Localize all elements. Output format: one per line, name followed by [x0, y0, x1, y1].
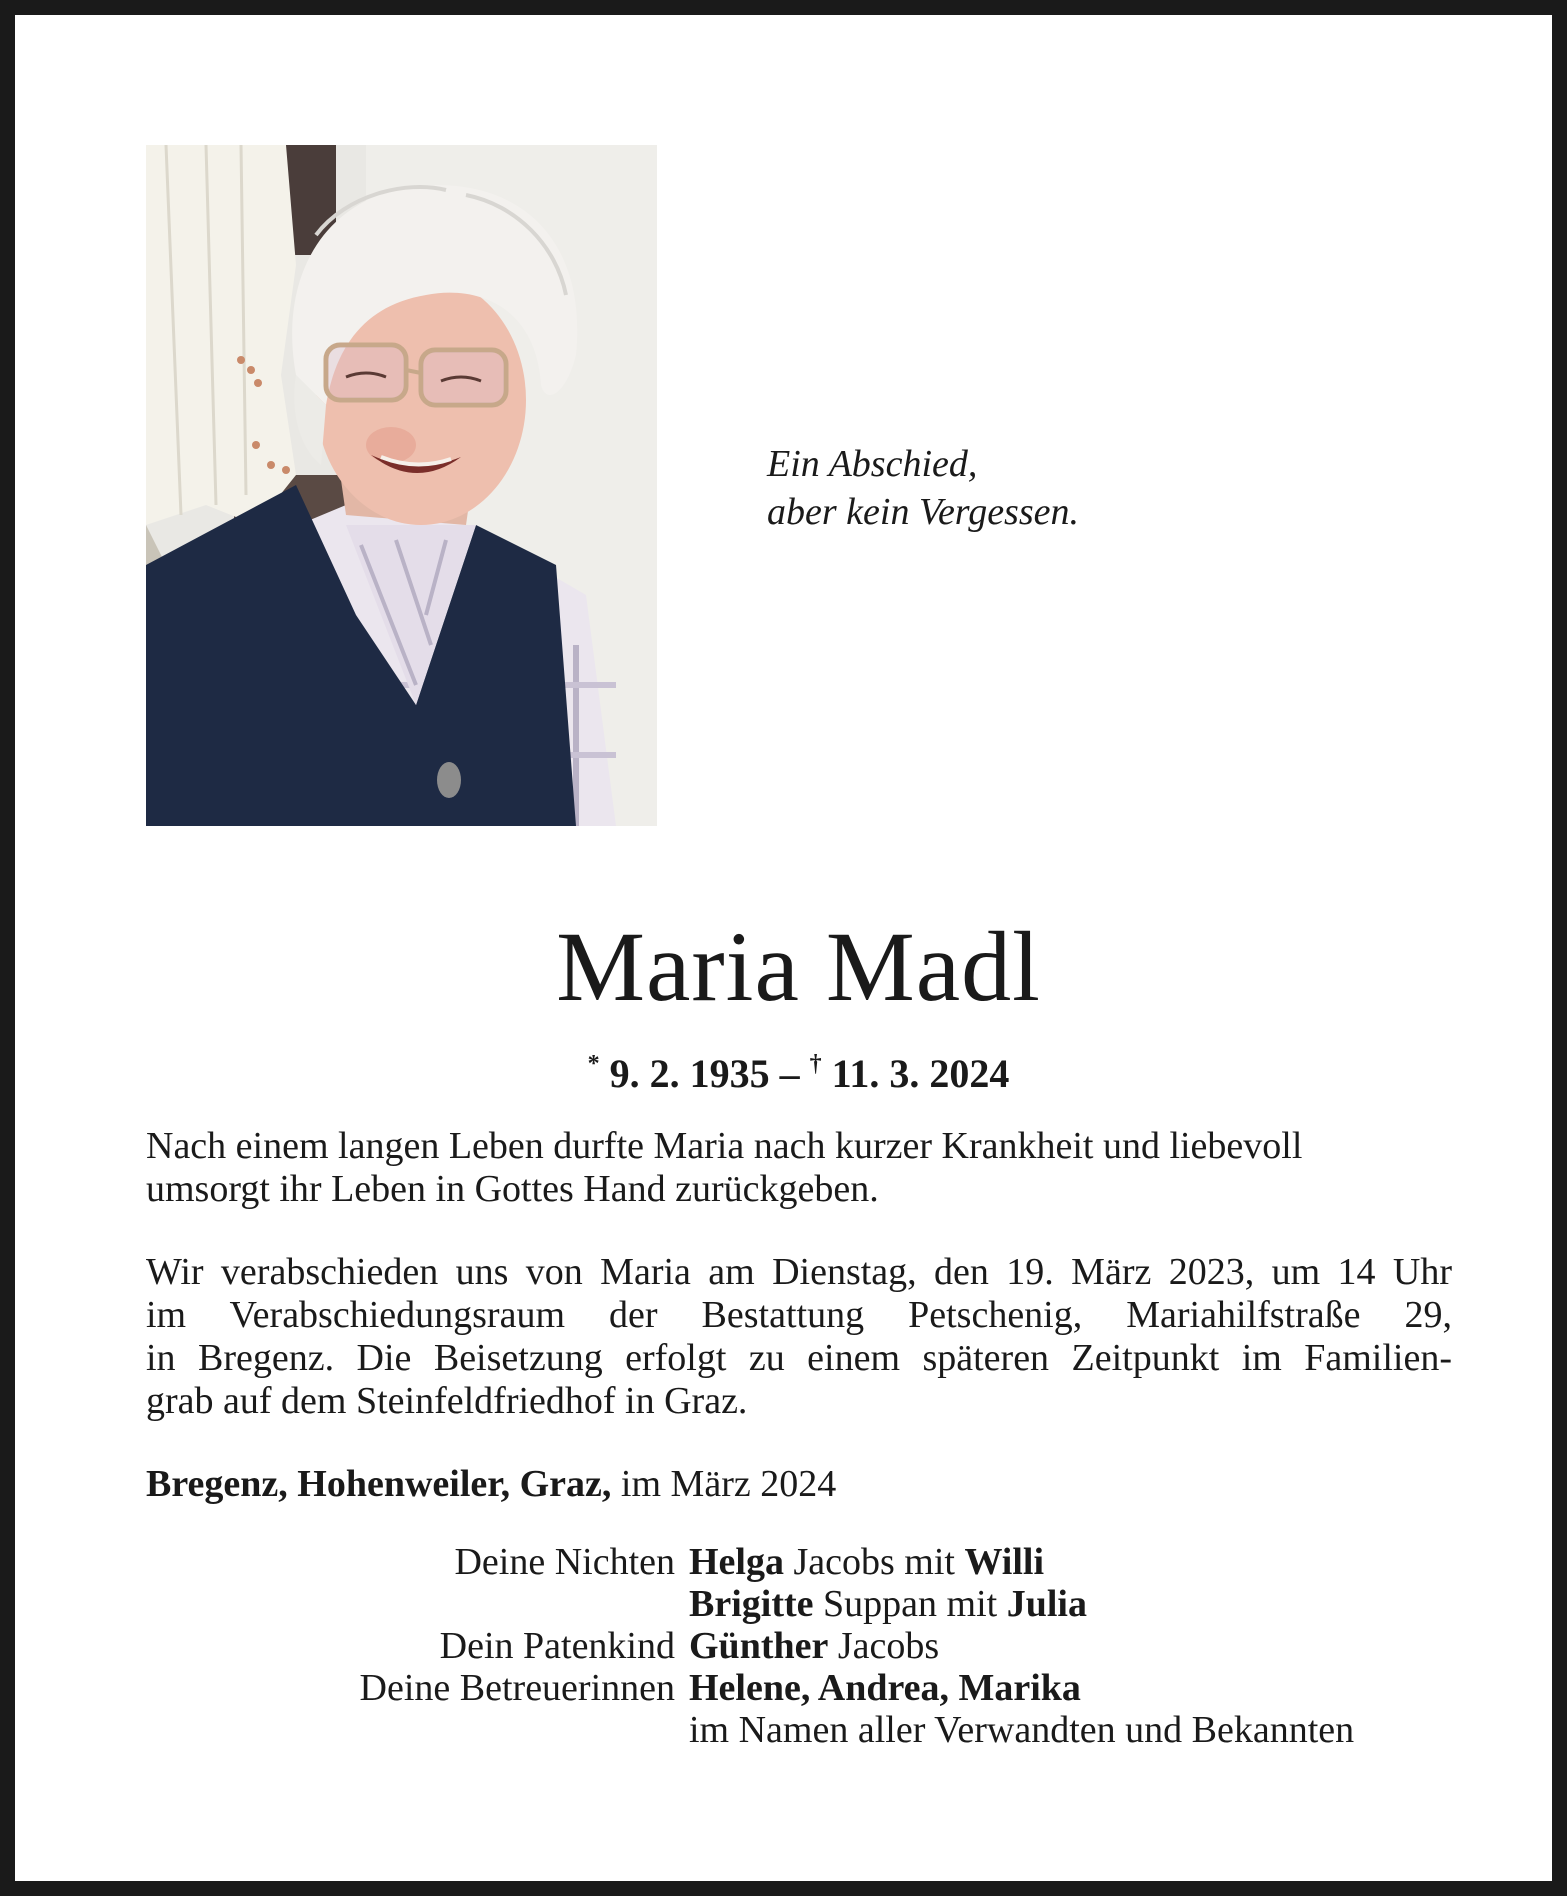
mourner-first-name: Helga	[689, 1541, 784, 1583]
quote	[767, 440, 1079, 536]
mourner-row	[146, 1541, 1452, 1583]
paragraph-line: im Verabschiedungsraum der Bestattung Petschenig, Mariahilfstraße 29,	[146, 1294, 1452, 1336]
paragraph-line: Wir verabschieden uns von Maria am Dienstag, den 19. März 2023, um 14 Uhr	[146, 1251, 1452, 1293]
mourner-row	[146, 1709, 1452, 1751]
mourner-row	[146, 1667, 1452, 1709]
mourner-row	[146, 1625, 1452, 1667]
paragraph-line: grab auf dem Steinfeldfriedhof in Graz.	[146, 1380, 748, 1422]
mourner-relation: Deine Betreuerinnen	[359, 1667, 675, 1709]
date-separator: –	[769, 1051, 810, 1096]
mourner-relation: Deine Nichten	[454, 1541, 675, 1583]
paragraph-passing	[146, 1125, 1452, 1211]
mourner-name-text: Jacobs mit	[783, 1541, 965, 1583]
death-symbol: †	[809, 1051, 822, 1077]
life-dates	[15, 1038, 1567, 1100]
mourner-relation: Dein Patenkind	[439, 1625, 675, 1667]
place-and-date	[146, 1463, 1452, 1506]
birth-date: 9. 2. 1935	[609, 1051, 770, 1096]
mourner-relation	[146, 1583, 689, 1625]
place-date: im März 2024	[611, 1463, 837, 1505]
paragraph-line: umsorgt ihr Leben in Gottes Hand zurückgeben.	[146, 1168, 879, 1210]
mourner-names	[689, 1541, 1044, 1583]
mourner-names	[689, 1583, 1087, 1625]
mourner-name-text: im Namen aller Verwandten und Bekannten	[689, 1709, 1355, 1751]
paragraph-line: in Bregenz. Die Beisetzung erfolgt zu einem späteren Zeitpunkt im Familien-	[146, 1337, 1452, 1379]
portrait-photo	[146, 145, 657, 826]
deceased-name: Maria Madl	[556, 911, 1041, 1022]
mourner-name-text: Suppan mit	[813, 1583, 1007, 1625]
quote-line-1: Ein Abschied,	[767, 443, 978, 485]
mourner-first-name: Helene, Andrea, Marika	[689, 1667, 1081, 1709]
mourner-names	[689, 1625, 939, 1667]
mourner-names	[689, 1667, 1081, 1709]
portrait-photo-icon	[146, 145, 657, 826]
mourner-row	[146, 1583, 1452, 1625]
paragraph-line: Nach einem langen Leben durfte Maria nach kurzer Krankheit und liebevoll	[146, 1125, 1303, 1167]
quote-line-2: aber kein Vergessen.	[767, 491, 1079, 533]
mourner-names	[689, 1709, 1354, 1751]
death-date: 11. 3. 2024	[831, 1051, 1010, 1096]
places: Bregenz, Hohenweiler, Graz,	[146, 1463, 612, 1505]
mourner-first-name: Julia	[1006, 1583, 1087, 1625]
birth-symbol: *	[587, 1051, 600, 1077]
mourners-list	[146, 1541, 1452, 1751]
mourner-first-name: Brigitte	[689, 1583, 814, 1625]
mourner-first-name: Günther	[689, 1625, 829, 1667]
mourner-name-text: Jacobs	[828, 1625, 940, 1667]
paragraph-farewell	[146, 1251, 1452, 1423]
mourner-relation	[146, 1709, 689, 1751]
mourner-first-name: Willi	[964, 1541, 1045, 1583]
